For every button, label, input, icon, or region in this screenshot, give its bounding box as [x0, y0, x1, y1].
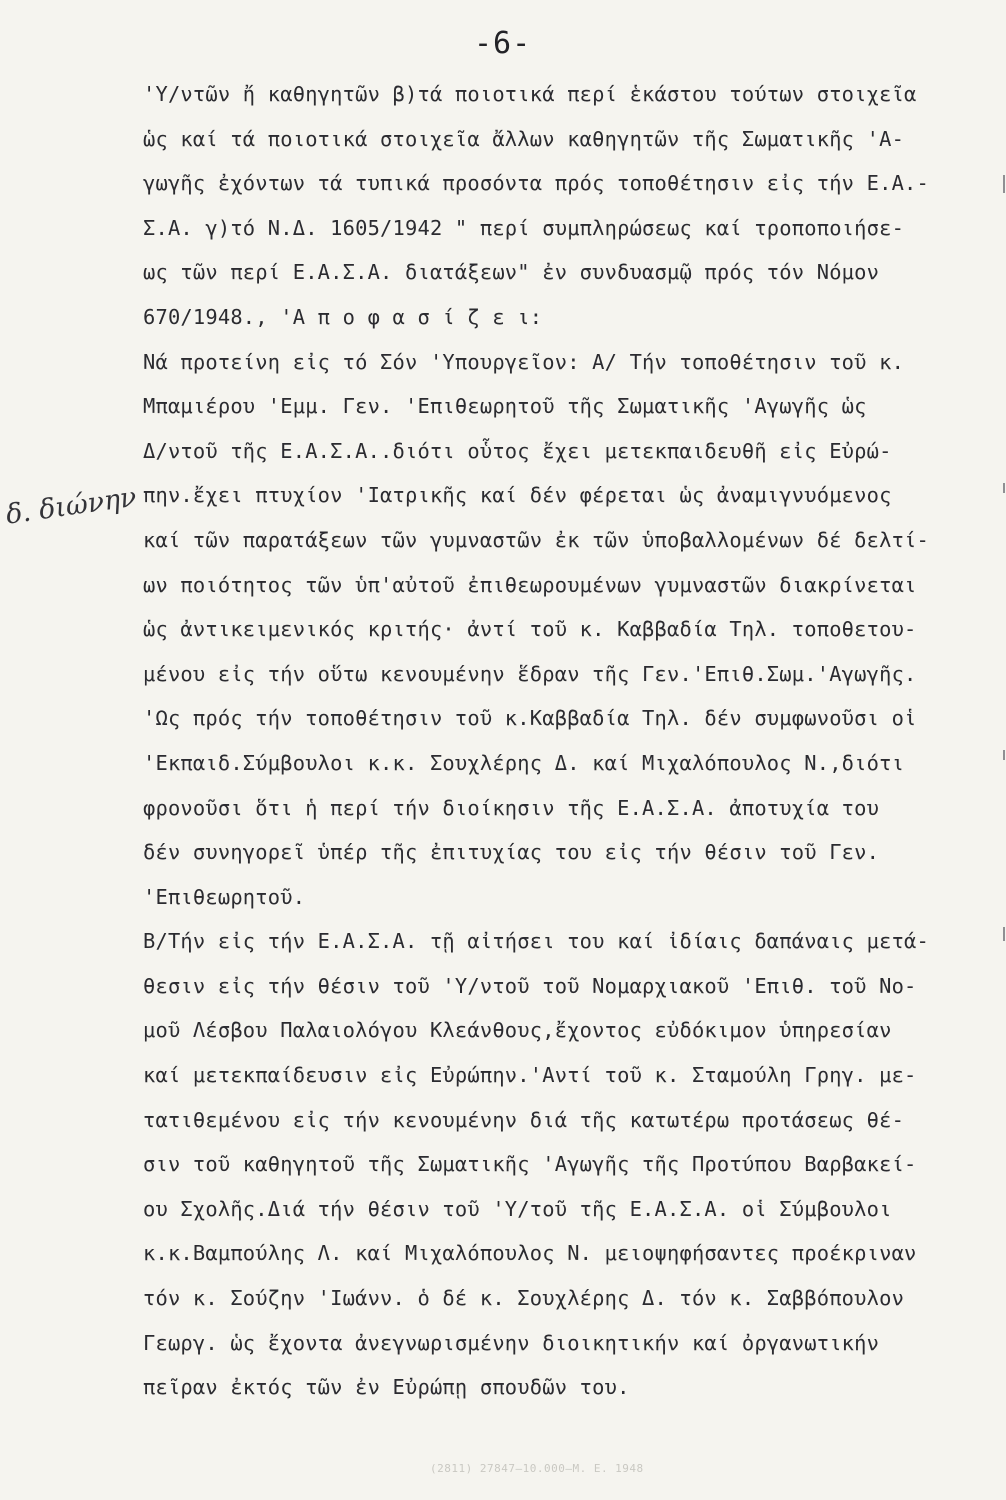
- scan-edge-mark: [1003, 483, 1005, 493]
- text-line: κ.κ.Βαμπούλης Λ. καί Μιχαλόπουλος Ν. μειοψηφήσαντες προέκριναν: [143, 1241, 917, 1266]
- text-line: μένου εἰς τήν οὕτω κενουμένην ἕδραν τῆς Γεν.'Επιθ.Σωμ.'Αγωγῆς.: [143, 661, 917, 686]
- handwritten-margin-note: δ. διώνην: [4, 481, 139, 531]
- text-line: Νά προτείνη εἰς τό Σόν 'Υπουργεῖον: Α/ Τήν τοποθέτησιν τοῦ κ.: [143, 349, 905, 374]
- scan-edge-mark: [1003, 175, 1005, 193]
- text-line: Μπαμιέρου 'Εμμ. Γεν. 'Επιθεωρητοῦ τῆς Σωματικῆς 'Αγωγῆς ὡς: [143, 394, 867, 419]
- text-line: Δ/ντοῦ τῆς Ε.Α.Σ.Α..διότι οὗτος ἔχει μετεκπαιδευθῆ εἰς Εὐρώ-: [143, 438, 892, 463]
- typed-body-text: [143, 72, 993, 1410]
- scan-edge-mark: [1003, 750, 1005, 760]
- text-line: καί μετεκπαίδευσιν εἰς Εὐρώπην.'Αντί τοῦ κ. Σταμούλη Γρηγ. με-: [143, 1063, 917, 1088]
- text-line: ων ποιότητος τῶν ὑπ'αὐτοῦ ἐπιθεωρουμένων γυμναστῶν διακρίνεται: [143, 572, 917, 597]
- text-line: 'Ως πρός τήν τοποθέτησιν τοῦ κ.Καββαδία Τηλ. δέν συμφωνοῦσι οἱ: [143, 706, 917, 731]
- text-line: πην.ἔχει πτυχίον 'Ιατρικῆς καί δέν φέρεται ὡς ἀναμιγνυόμενος: [143, 483, 892, 508]
- scan-edge-mark: [1003, 927, 1005, 941]
- text-line: καί τῶν παρατάξεων τῶν γυμναστῶν ἐκ τῶν ὑποβαλλομένων δέ δελτί-: [143, 527, 930, 552]
- text-line: φρονοῦσι ὅτι ἡ περί τήν διοίκησιν τῆς Ε.Α.Σ.Α. ἀποτυχία του: [143, 795, 880, 820]
- text-line: θεσιν εἰς τήν θέσιν τοῦ 'Υ/ντοῦ τοῦ Νομαρχιακοῦ 'Επιθ. τοῦ Νο-: [143, 973, 917, 998]
- text-line: ου Σχολῆς.Διά τήν θέσιν τοῦ 'Υ/τοῦ τῆς Ε.Α.Σ.Α. οἱ Σύμβουλοι: [143, 1196, 892, 1221]
- text-line: 670/1948., 'Α π ο φ α σ ί ζ ε ι:: [143, 304, 543, 329]
- text-line: ως τῶν περί Ε.Α.Σ.Α. διατάξεων" ἐν συνδυασμῷ πρός τόν Νόμον: [143, 260, 880, 285]
- text-line: Β/Τήν εἰς τήν Ε.Α.Σ.Α. τῇ αἰτήσει του καί ἰδίαις δαπάναις μετά-: [143, 929, 930, 954]
- text-line: Γεωργ. ὡς ἔχοντα ἀνεγνωρισμένην διοικητικήν καί ὀργανωτικήν: [143, 1330, 880, 1355]
- footer-print-stamp: (2811) 27847—10.000—M. E. 1948: [430, 1462, 644, 1475]
- text-line: 'Εκπαιδ.Σύμβουλοι κ.κ. Σουχλέρης Δ. καί Μιχαλόπουλος Ν.,διότι: [143, 750, 905, 775]
- text-line: 'Υ/ντῶν ἤ καθηγητῶν β)τά ποιοτικά περί ἑκάστου τούτων στοιχεῖα: [143, 82, 917, 106]
- text-line: ὡς καί τά ποιοτικά στοιχεῖα ἄλλων καθηγητῶν τῆς Σωματικῆς 'Α-: [143, 126, 905, 151]
- text-line: τατιθεμένου εἰς τήν κενουμένην διά τῆς κατωτέρω προτάσεως θέ-: [143, 1107, 905, 1132]
- text-line: τόν κ. Σούζην 'Ιωάνν. ὁ δέ κ. Σουχλέρης Δ. τόν κ. Σαββόπουλον: [143, 1286, 905, 1311]
- text-line: Σ.Α. γ)τό Ν.Δ. 1605/1942 " περί συμπληρώσεως καί τροποποιήσε-: [143, 215, 905, 240]
- text-line: πεῖραν ἐκτός τῶν ἐν Εὐρώπῃ σπουδῶν του.: [143, 1375, 630, 1400]
- text-line: ὡς ἀντικειμενικός κριτής· ἀντί τοῦ κ. Καββαδία Τηλ. τοποθετου-: [143, 617, 917, 642]
- page-number: -6-: [474, 26, 532, 61]
- text-line: 'Επιθεωρητοῦ.: [143, 884, 306, 909]
- text-line: γωγῆς ἐχόντων τά τυπικά προσόντα πρός τοποθέτησιν εἰς τήν Ε.Α.-: [143, 171, 930, 196]
- text-line: δέν συνηγορεῖ ὑπέρ τῆς ἐπιτυχίας του εἰς τήν θέσιν τοῦ Γεν.: [143, 840, 880, 865]
- text-line: μοῦ Λέσβου Παλαιολόγου Κλεάνθους,ἔχοντος εὐδόκιμον ὑπηρεσίαν: [143, 1018, 892, 1043]
- text-line: σιν τοῦ καθηγητοῦ τῆς Σωματικῆς 'Αγωγῆς τῆς Προτύπου Βαρβακεί-: [143, 1152, 917, 1177]
